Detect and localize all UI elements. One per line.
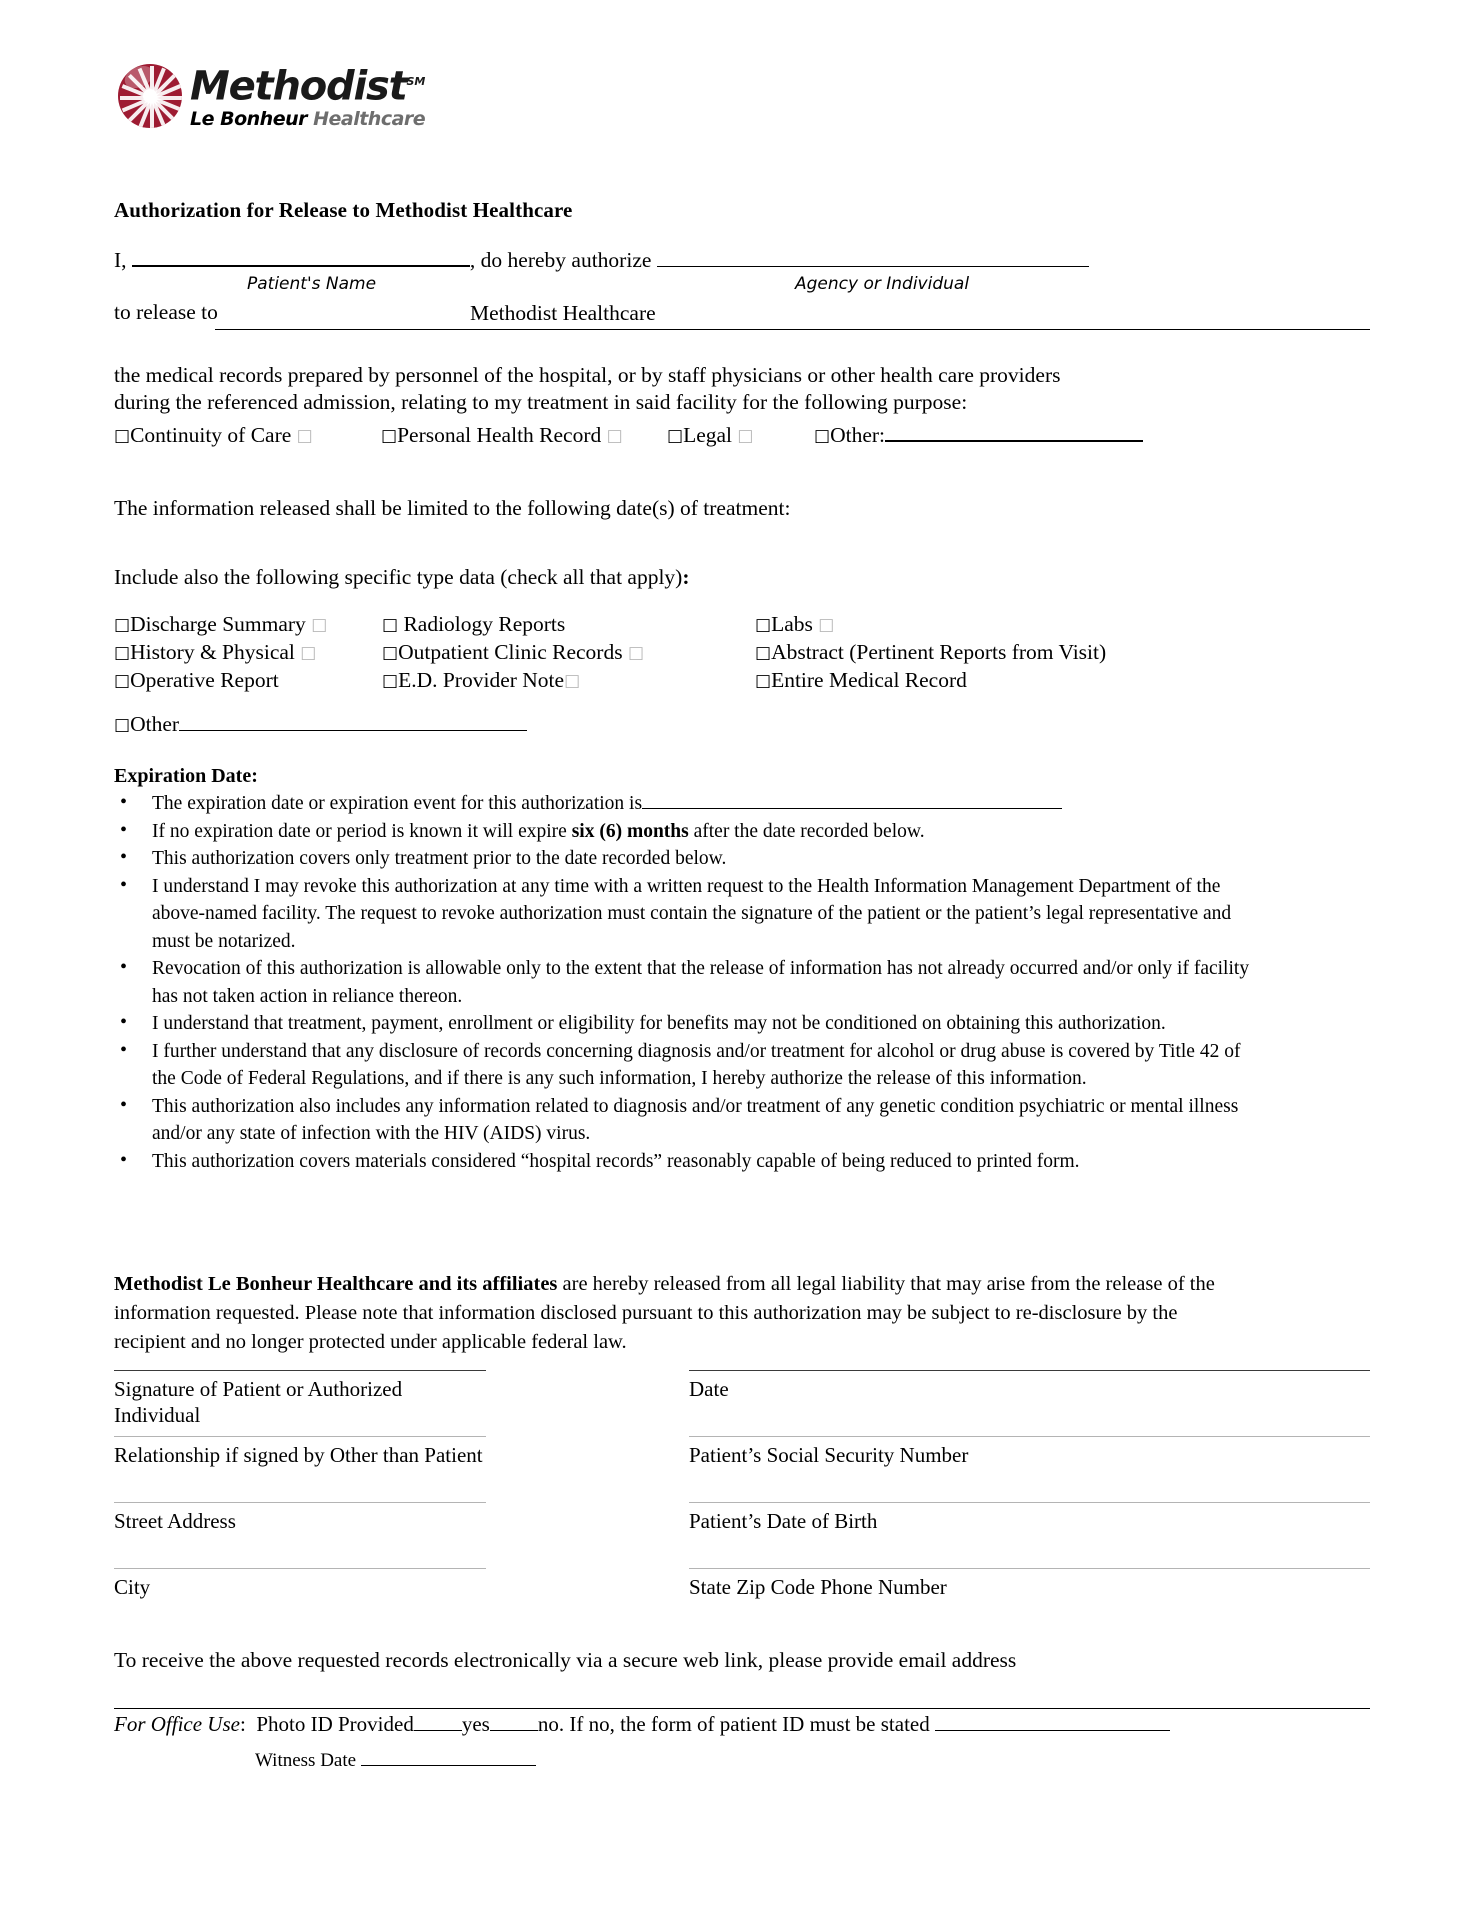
types-row xyxy=(114,668,1370,696)
ghost-box-outpatient: □ xyxy=(627,643,645,663)
list-item: • Revocation of this authorization is allowable only to the extent that the release of information has not already occurred and/or only if facility has not taken action in reliance thereon. xyxy=(114,955,1254,1010)
checkbox-history-physical[interactable]: □ xyxy=(114,643,131,663)
ghost-box-ed-provider-note: □ xyxy=(564,671,581,691)
other-type-field[interactable] xyxy=(179,713,527,731)
other-type-row xyxy=(114,712,527,737)
logo-subtitle xyxy=(190,108,440,130)
record-type-options xyxy=(114,612,1370,696)
street-address-label: Street Address xyxy=(114,1509,236,1533)
bullet-bold-text: six (6) months xyxy=(571,820,689,842)
checkbox-continuity-of-care[interactable]: □ xyxy=(114,426,131,446)
checkbox-abstract[interactable]: □ xyxy=(755,643,772,663)
liability-paragraph xyxy=(114,1270,1224,1357)
expiration-date-heading: Expiration Date: xyxy=(114,765,258,787)
release-to-field[interactable] xyxy=(215,329,1370,330)
include-types-label: Include also the following specific type data (check all that apply) xyxy=(114,565,683,589)
list-item: • This authorization covers only treatment prior to the date recorded below. xyxy=(114,845,1254,873)
ghost-box-labs: □ xyxy=(818,615,835,635)
release-to-value: Methodist Healthcare xyxy=(470,301,656,325)
signature-block xyxy=(114,1370,1370,1634)
list-item: • I further understand that any disclosure of records concerning diagnosis and/or treatment for alcohol or drug abuse is covered by Title 42 of the Code of Federal Regulations, and if there is any such information, I hereby authorize the release of this information. xyxy=(114,1038,1254,1093)
patient-name-field[interactable] xyxy=(132,246,470,267)
label-legal: Legal xyxy=(683,423,733,447)
signature-field[interactable] xyxy=(114,1370,486,1371)
sunburst-icon xyxy=(118,64,182,128)
checkbox-other-type[interactable]: □ xyxy=(114,715,131,735)
label-entire-medical-record: Entire Medical Record xyxy=(771,668,967,692)
date-label: Date xyxy=(689,1377,729,1401)
include-types-colon: : xyxy=(682,565,690,589)
photo-id-no-field[interactable] xyxy=(490,1714,538,1731)
ghost-box-continuity: □ xyxy=(296,426,313,446)
caption-patient-name: Patient's Name xyxy=(247,274,377,294)
label-labs: Labs xyxy=(771,612,813,636)
label-discharge-summary: Discharge Summary xyxy=(130,612,306,636)
label-abstract: Abstract (Pertinent Reports from Visit) xyxy=(771,640,1107,664)
label-outpatient-clinic-records: Outpatient Clinic Records xyxy=(398,640,623,664)
checkbox-ed-provider-note[interactable]: □ xyxy=(382,671,399,691)
checkbox-personal-health-record[interactable]: □ xyxy=(381,426,398,446)
list-item: • I understand I may revoke this authorization at any time with a written request to the Health Information Management Department of the above-named facility. The request to revoke authorization must contain the signature of the patient or the patient’s legal representative and must be notarized. xyxy=(114,873,1254,956)
authorize-line xyxy=(114,246,1370,273)
types-row xyxy=(114,612,1370,640)
signature-row xyxy=(114,1436,1370,1502)
label-operative-report: Operative Report xyxy=(130,668,279,692)
label-other-type: Other xyxy=(130,712,180,736)
page-title: Authorization for Release to Methodist Healthcare xyxy=(114,198,573,222)
relationship-field[interactable] xyxy=(114,1436,486,1437)
for-office-use-label: For Office Use xyxy=(114,1712,240,1736)
ghost-box-discharge-summary: □ xyxy=(311,615,328,635)
list-item xyxy=(114,818,1254,846)
list-item: • I understand that treatment, payment, enrollment or eligibility for benefits may not be conditioned on obtaining this authorization. xyxy=(114,1010,1254,1038)
patient-id-form-field[interactable] xyxy=(935,1714,1170,1731)
checkbox-other-purpose[interactable]: □ xyxy=(814,426,831,446)
logo-word-text: Methodist xyxy=(190,63,407,110)
photo-id-label: Photo ID Provided xyxy=(256,1712,414,1736)
authorize-text: , do hereby authorize xyxy=(469,248,652,272)
expiration-bullet-list xyxy=(114,790,1254,1175)
checkbox-entire-medical-record[interactable]: □ xyxy=(755,671,772,691)
date-field[interactable] xyxy=(689,1370,1370,1371)
checkbox-legal[interactable]: □ xyxy=(667,426,684,446)
date-of-birth-field[interactable] xyxy=(689,1502,1370,1503)
state-zip-phone-field[interactable] xyxy=(689,1568,1370,1569)
bullet-text: The expiration date or expiration event for this authorization is xyxy=(152,793,643,814)
release-to-prefix: to release to xyxy=(114,300,218,324)
witness-date-row xyxy=(255,1750,536,1772)
medical-records-paragraph: the medical records prepared by personnel of the hospital, or by staff physicians or other health care providers during the referenced admission, relating to my treatment in said facility for the following purpose: xyxy=(114,363,1061,414)
date-of-birth-label: Patient’s Date of Birth xyxy=(689,1509,878,1533)
ghost-box-history-physical: □ xyxy=(300,643,317,663)
photo-id-no-label: no. If no, the form of patient ID must be stated xyxy=(537,1712,930,1736)
label-history-physical: History & Physical xyxy=(130,640,301,664)
checkbox-radiology-reports[interactable]: □ xyxy=(382,615,399,635)
ssn-label: Patient’s Social Security Number xyxy=(689,1443,969,1467)
checkbox-operative-report[interactable]: □ xyxy=(114,671,131,691)
release-to-row xyxy=(114,300,1370,325)
witness-date-field[interactable] xyxy=(361,1750,536,1766)
include-types-text xyxy=(114,565,690,590)
signature-row xyxy=(114,1502,1370,1568)
witness-date-label: Witness Date xyxy=(255,1750,357,1771)
logo-trademark: SM xyxy=(406,75,426,88)
checkbox-discharge-summary[interactable]: □ xyxy=(114,615,131,635)
label-personal-health-record: Personal Health Record xyxy=(397,423,602,447)
ghost-box-phr: □ xyxy=(606,426,623,446)
limited-dates-text: The information released shall be limited to the following date(s) of treatment: xyxy=(114,496,791,520)
other-purpose-field[interactable] xyxy=(885,423,1143,442)
office-use-divider xyxy=(114,1708,1370,1709)
label-continuity-of-care: Continuity of Care xyxy=(130,423,292,447)
label-ed-provider-note: E.D. Provider Note xyxy=(398,668,565,692)
street-address-field[interactable] xyxy=(114,1502,486,1503)
caption-agency: Agency or Individual xyxy=(795,274,970,294)
ghost-box-legal: □ xyxy=(737,426,754,446)
list-item: • This authorization covers materials considered “hospital records” reasonably capable of being reduced to printed form. xyxy=(114,1148,1254,1176)
ssn-field[interactable] xyxy=(689,1436,1370,1437)
logo-sub-healthcare: Healthcare xyxy=(313,108,426,131)
liability-rest: are hereby released from all legal liability that may arise from the release of the information requested. Please note that information disclosed pursuant to this authorization may be subject to re-disclosure by the recipient and no longer protected under applicable federal law. xyxy=(114,1273,1215,1353)
city-field[interactable] xyxy=(114,1568,486,1569)
bullet-text: If no expiration date or period is known it will expire xyxy=(152,820,572,842)
signature-label: Signature of Patient or Authorized Individual xyxy=(114,1377,403,1427)
expiration-date-field[interactable] xyxy=(642,792,1062,809)
checkbox-outpatient-clinic-records[interactable]: □ xyxy=(382,643,399,663)
signature-row xyxy=(114,1370,1370,1436)
list-item xyxy=(114,790,1254,818)
photo-id-yes-label: yes xyxy=(461,1712,490,1736)
i-prefix: I, xyxy=(114,248,127,272)
logo-wordmark xyxy=(190,60,440,130)
label-radiology-reports: Radiology Reports xyxy=(398,612,566,636)
liability-bold-lead: Methodist Le Bonheur Healthcare and its affiliates xyxy=(114,1273,558,1295)
checkbox-labs[interactable]: □ xyxy=(755,615,772,635)
email-instruction: To receive the above requested records electronically via a secure web link, please provide email address xyxy=(114,1648,1017,1672)
relationship-label: Relationship if signed by Other than Patient xyxy=(114,1443,483,1467)
label-other-purpose: Other: xyxy=(830,423,885,447)
for-office-use-colon: : xyxy=(239,1712,246,1736)
agency-field[interactable] xyxy=(657,248,1089,267)
logo-sub-lebonheur: Le Bonheur xyxy=(190,108,314,131)
for-office-use-row xyxy=(114,1712,1384,1737)
state-zip-phone-label: State Zip Code Phone Number xyxy=(689,1575,947,1599)
bullet-text-after: after the date recorded below. xyxy=(688,820,925,842)
city-label: City xyxy=(114,1575,151,1599)
methodist-logo xyxy=(118,60,438,138)
list-item: • This authorization also includes any information related to diagnosis and/or treatment of any genetic condition psychiatric or mental illness and/or any state of infection with the HIV (AIDS) virus. xyxy=(114,1093,1254,1148)
signature-row xyxy=(114,1568,1370,1634)
types-row xyxy=(114,640,1370,668)
logo-word-methodist xyxy=(190,60,440,108)
photo-id-yes-field[interactable] xyxy=(414,1714,462,1731)
